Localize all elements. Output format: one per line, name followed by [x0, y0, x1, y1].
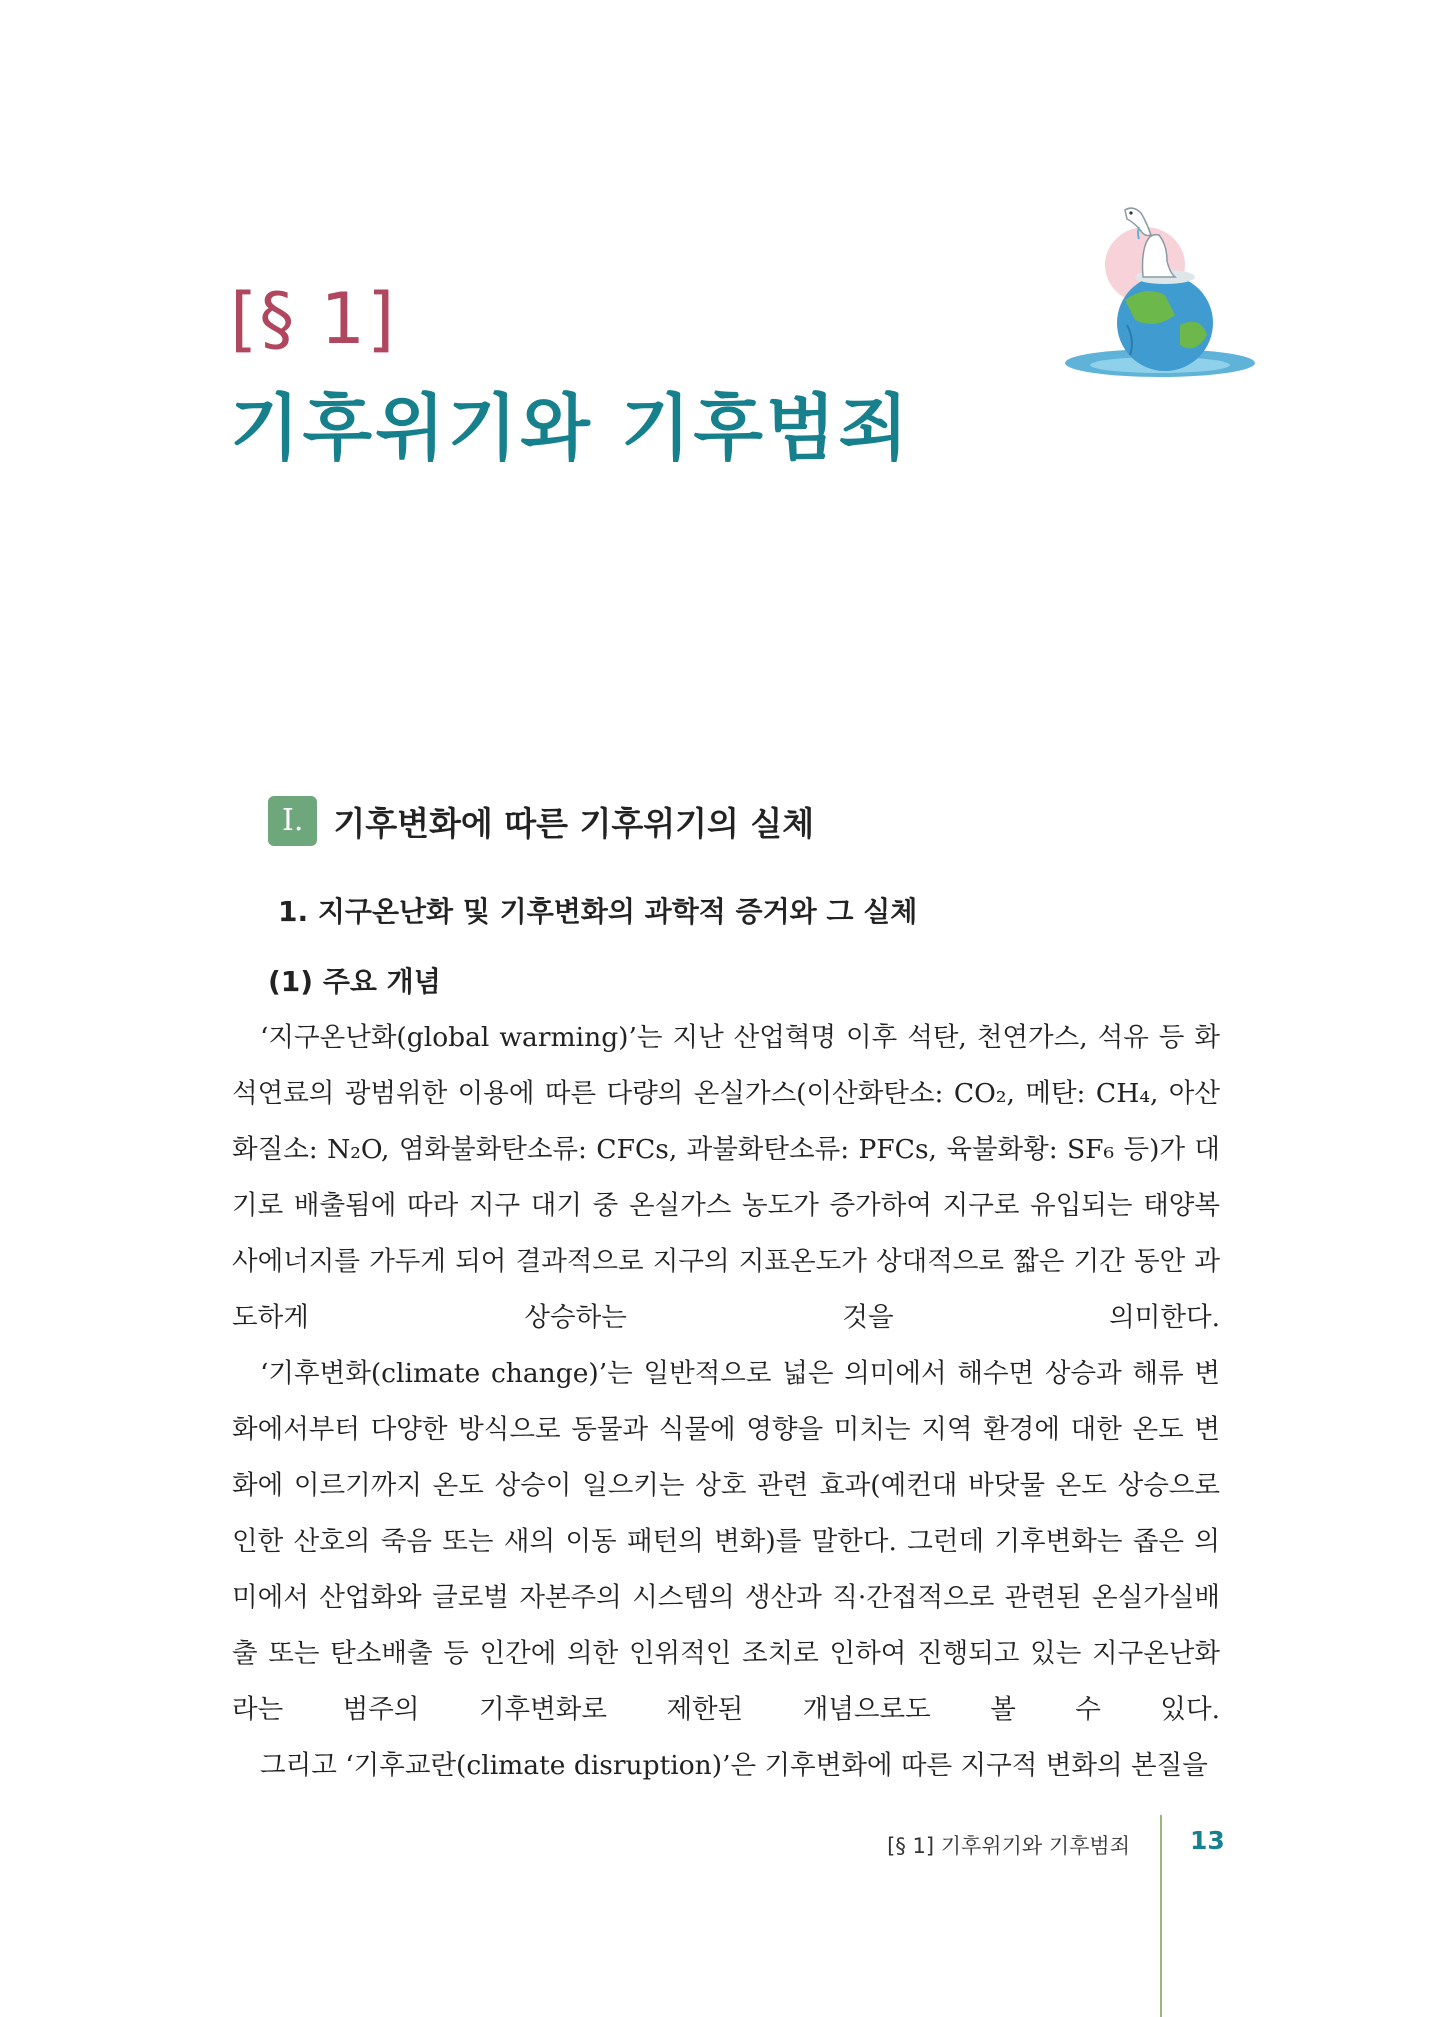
page-number: 13 [1190, 1826, 1225, 1855]
subsection-title: 1. 지구온난화 및 기후변화의 과학적 증거와 그 실체 [278, 895, 918, 928]
polar-bear-on-melting-globe-icon [1055, 205, 1275, 385]
chapter-number: [§ 1] [230, 278, 397, 360]
running-title: [§ 1] 기후위기와 기후범죄 [887, 1834, 1130, 1858]
body-text [232, 1010, 1220, 1794]
footer-divider [1160, 1815, 1162, 2017]
section-title: 기후변화에 따른 기후위기의 실체 [333, 803, 815, 843]
paragraph-global-warming: ‘지구온난화(global warming)’는 지난 산업혁명 이후 석탄, 천연가스, 석유 등 화석연료의 광범위한 이용에 따른 다량의 온실가스(이산화탄소: CO₂, 메탄: CH₄, 아산화질소: N₂O, 염화불화탄소류: CFCs, 과불화탄소류: PFCs, 육불화황: SF₆ 등)가 대기로 배출됨에 따라 지구 대기 중 온실가스 농도가 증가하여 지구로 유입되는 태양복사에너지를 가두게 되어 결과적으로 지구의 지표온도가 상대적으로 짧은 기간 동안 과도하게 상승하는 것을 의미한다. [232, 1022, 1220, 1333]
section-heading [268, 796, 814, 846]
section-number-badge: Ⅰ. [268, 796, 317, 846]
subsubsection-title: (1) 주요 개념 [268, 965, 441, 998]
paragraph-climate-change: ‘기후변화(climate change)’는 일반적으로 넓은 의미에서 해수면 상승과 해류 변화에서부터 다양한 방식으로 동물과 식물에 영향을 미치는 지역 환경에 대한 온도 변화에 이르기까지 온도 상승이 일으키는 상호 관련 효과(예컨대 바닷물 온도 상승으로 인한 산호의 죽음 또는 새의 이동 패턴의 변화)를 말한다. 그런데 기후변화는 좁은 의미에서 산업화와 글로벌 자본주의 시스템의 생산과 직·간접적으로 관련된 온실가실배출 또는 탄소배출 등 인간에 의한 인위적인 조치로 인하여 진행되고 있는 지구온난화라는 범주의 기후변화로 제한된 개념으로도 볼 수 있다. [232, 1358, 1220, 1725]
chapter-title: 기후위기와 기후범죄 [230, 386, 912, 470]
paragraph-climate-disruption: 그리고 ‘기후교란(climate disruption)’은 기후변화에 따른 지구적 변화의 본질을 [260, 1750, 1208, 1781]
